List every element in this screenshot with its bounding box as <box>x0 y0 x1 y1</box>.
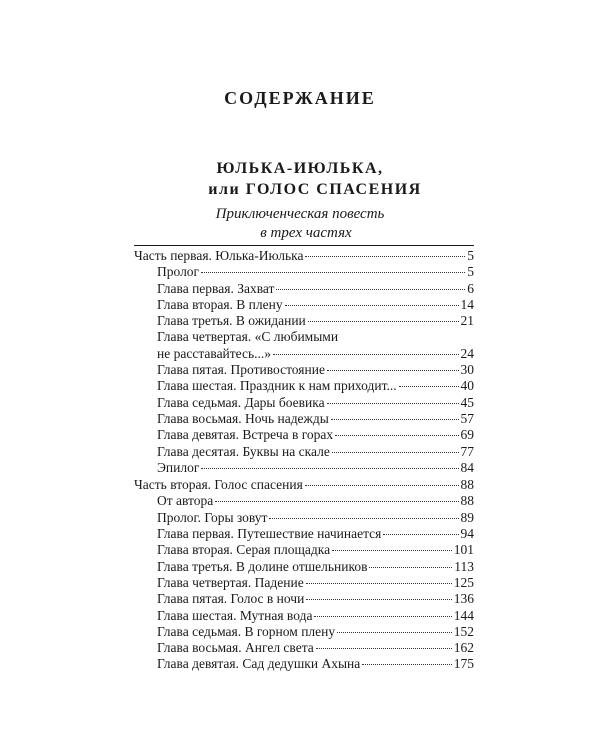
toc-entry-page: 14 <box>460 296 474 312</box>
toc-entry-label: Глава четвертая. Падение <box>157 574 304 590</box>
toc-entry-label-line-2: не расставайтесь...» <box>157 345 272 361</box>
toc-entry-label: Пролог <box>157 264 200 280</box>
toc-entry <box>134 542 474 558</box>
dot-leader <box>306 599 451 600</box>
dot-leader <box>327 403 459 404</box>
toc-entry <box>134 624 474 640</box>
dot-leader <box>201 272 465 273</box>
toc-entry-page: 45 <box>460 394 474 410</box>
toc-entry <box>134 313 474 329</box>
toc-entry-page: 6 <box>467 280 474 296</box>
toc-part-entry <box>134 477 474 493</box>
dot-leader <box>337 632 452 633</box>
dot-leader <box>383 534 458 535</box>
toc-entry-page: 5 <box>467 248 474 263</box>
toc-entry-label: Глава седьмая. В горном плену <box>157 623 336 639</box>
dot-leader <box>285 305 459 306</box>
toc-entry-label: Глава девятая. Встреча в горах <box>157 427 334 443</box>
dot-leader <box>314 616 451 617</box>
toc-entry <box>134 297 474 313</box>
work-subtitle-line-2: в трех частях <box>260 225 352 241</box>
work-title-line-1: ЮЛЬКА-ИЮЛЬКА, <box>216 160 384 177</box>
toc-entry-page: 136 <box>453 591 474 607</box>
dot-leader <box>269 518 458 519</box>
toc-entry <box>134 460 474 476</box>
dot-leader <box>335 435 458 436</box>
toc-entry-page: 101 <box>453 542 474 558</box>
toc-entry <box>134 411 474 427</box>
toc-entry-label: Глава десятая. Буквы на скале <box>157 443 330 459</box>
toc-entry-label: Глава седьмая. Дары боевика <box>157 394 325 410</box>
dot-leader <box>327 370 459 371</box>
toc-entry-label: Пролог. Горы зовут <box>157 509 268 525</box>
toc-entry-label: Глава девятая. Сад дедушки Ахына <box>157 656 361 672</box>
toc-entry <box>134 510 474 526</box>
toc-entry-label: Эпилог <box>157 459 200 475</box>
toc-part-entry <box>134 248 474 264</box>
toc-entry-page: 94 <box>460 526 474 542</box>
dot-leader <box>332 550 452 551</box>
dot-leader <box>308 321 459 322</box>
toc-entry-label-line-1: Глава четвертая. «С любимыми <box>157 329 339 345</box>
dot-leader <box>399 386 459 387</box>
toc-entry-page: 88 <box>460 493 474 509</box>
toc-entry-page: 40 <box>460 378 474 394</box>
toc-entry <box>134 264 474 280</box>
work-subtitle-line-1: Приключенческая повесть <box>215 206 385 222</box>
toc-entry <box>134 493 474 509</box>
dot-leader <box>306 583 452 584</box>
toc-entry-page: 57 <box>460 410 474 426</box>
dot-leader <box>331 419 459 420</box>
dot-leader <box>215 501 458 502</box>
toc-entry-label: Глава первая. Захват <box>157 280 275 296</box>
toc-entry-page: 21 <box>460 313 474 329</box>
toc-entry-page: 162 <box>453 640 474 656</box>
toc-entry-page: 84 <box>460 459 474 475</box>
toc-entry-label: Глава восьмая. Ангел света <box>157 640 314 656</box>
toc-entry-page: 24 <box>460 345 474 361</box>
dot-leader <box>332 452 459 453</box>
toc-entry-page: 175 <box>453 656 474 672</box>
toc-entry-label: Глава третья. В долине отшельников <box>157 558 368 574</box>
toc-entry <box>134 608 474 624</box>
dot-leader <box>369 567 452 568</box>
toc-entry-label: Глава вторая. В плену <box>157 296 283 312</box>
toc-entry-page: 113 <box>454 558 474 574</box>
toc-entry <box>134 362 474 378</box>
toc-entry-label: Глава первая. Путешествие начинается <box>157 526 382 542</box>
toc-entry-label: Часть вторая. Голос спасения <box>134 477 303 493</box>
dot-leader <box>305 485 459 486</box>
toc-entry-page: 89 <box>460 509 474 525</box>
dot-leader <box>201 468 458 469</box>
dot-leader <box>276 289 465 290</box>
table-of-contents <box>134 248 474 673</box>
toc-entry <box>134 395 474 411</box>
toc-entry-page: 5 <box>467 264 474 280</box>
toc-entry-label: От автора <box>157 493 214 509</box>
toc-entry <box>134 281 474 297</box>
toc-entry-label: Глава вторая. Серая площадка <box>157 542 331 558</box>
toc-entry-label: Глава пятая. Голос в ночи <box>157 591 305 607</box>
toc-entry-label: Глава шестая. Мутная вода <box>157 607 313 623</box>
toc-entry-page: 77 <box>460 443 474 459</box>
dot-leader <box>273 354 458 355</box>
toc-entry-page: 144 <box>453 607 474 623</box>
toc-entry <box>134 640 474 656</box>
dot-leader <box>362 664 452 665</box>
toc-entry <box>134 378 474 394</box>
toc-entry-label: Глава пятая. Противостояние <box>157 362 325 378</box>
title-divider <box>134 245 474 246</box>
toc-entry <box>134 559 474 575</box>
toc-entry <box>134 526 474 542</box>
toc-entry-label: Часть первая. Юлька-Июлька <box>134 248 304 263</box>
toc-entry <box>134 427 474 443</box>
toc-entry <box>134 656 474 672</box>
toc-entry <box>134 591 474 607</box>
dot-leader <box>305 256 465 257</box>
toc-entry-label: Глава восьмая. Ночь надежды <box>157 410 329 426</box>
page-title: СОДЕРЖАНИЕ <box>224 88 376 108</box>
toc-entry-page: 125 <box>453 574 474 590</box>
toc-entry-label: Глава третья. В ожидании <box>157 313 306 329</box>
toc-entry <box>134 575 474 591</box>
work-title-line-2: или ГОЛОС СПАСЕНИЯ <box>208 181 422 198</box>
toc-entry-page: 88 <box>460 477 474 493</box>
toc-entry-page: 30 <box>460 362 474 378</box>
toc-entry <box>134 444 474 460</box>
toc-entry-page: 152 <box>453 623 474 639</box>
toc-entry-page: 69 <box>460 427 474 443</box>
toc-entry-label: Глава шестая. Праздник к нам приходит... <box>157 378 397 394</box>
toc-entry <box>134 329 474 362</box>
dot-leader <box>316 648 452 649</box>
